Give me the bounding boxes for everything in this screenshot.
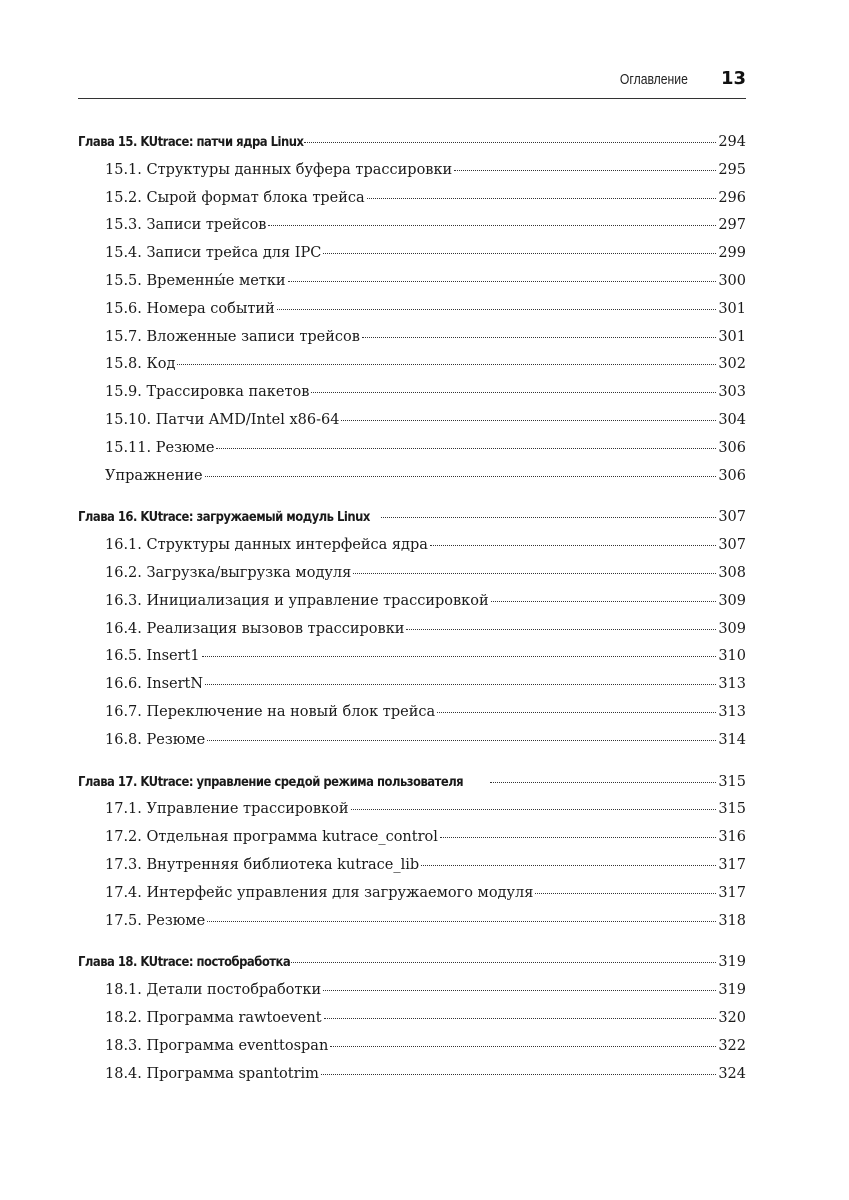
- dot-leader: [353, 573, 716, 574]
- toc-entry[interactable]: [78, 217, 746, 245]
- entry-page-number: 301: [718, 328, 746, 345]
- entry-title: 16.3. Инициализация и управление трассировкой: [105, 592, 489, 609]
- entry-title: 17.3. Внутренняя библиотека kutrace_lib: [105, 856, 420, 873]
- toc-entry[interactable]: [78, 565, 746, 593]
- entry-page-number: 322: [718, 1037, 746, 1054]
- entry-page-number: 301: [718, 300, 746, 317]
- toc-entry[interactable]: [78, 913, 746, 941]
- dot-leader: [216, 448, 716, 449]
- entry-page-number: 317: [718, 884, 746, 901]
- entry-page-number: 317: [718, 856, 746, 873]
- dot-leader: [437, 712, 716, 713]
- toc-chapter[interactable]: [78, 134, 746, 162]
- dot-leader: [351, 809, 717, 810]
- entry-page-number: 307: [718, 537, 746, 554]
- dot-leader: [202, 656, 717, 657]
- entry-title: 16.7. Переключение на новый блок трейса: [105, 703, 436, 720]
- entry-title: 15.11. Резюме: [105, 439, 215, 456]
- toc-entry[interactable]: [78, 162, 746, 190]
- section-gap: [78, 940, 746, 954]
- entry-page-number: 324: [718, 1065, 746, 1082]
- dot-leader: [177, 364, 716, 365]
- entry-page-number: 316: [718, 829, 746, 846]
- chapter-title: Глава 18. KUtrace: постобработка: [78, 954, 291, 971]
- toc-entry[interactable]: [78, 732, 746, 760]
- dot-leader: [205, 476, 717, 477]
- dot-leader: [268, 225, 716, 226]
- entry-title: 15.10. Патчи AMD/Intel x86-64: [105, 411, 340, 428]
- entry-page-number: 310: [718, 648, 746, 665]
- entry-title: 15.5. Временны́е метки: [105, 272, 286, 289]
- toc-entry[interactable]: [78, 468, 746, 496]
- entry-title: 15.4. Записи трейса для IPC: [105, 245, 322, 262]
- dot-leader: [324, 1018, 717, 1019]
- entry-title: Упражнение: [105, 467, 203, 484]
- entry-title: 16.5. Insert1: [105, 648, 200, 665]
- dot-leader: [304, 142, 716, 143]
- dot-leader: [311, 392, 716, 393]
- toc-chapter[interactable]: [78, 509, 746, 537]
- dot-leader: [321, 1074, 716, 1075]
- entry-page-number: 304: [718, 411, 746, 428]
- dot-leader: [367, 198, 717, 199]
- entry-title: 18.1. Детали постобработки: [105, 982, 322, 999]
- chapter-title: Глава 17. KUtrace: управление средой режима пользователя: [78, 773, 464, 790]
- toc-entry[interactable]: [78, 245, 746, 273]
- dot-leader: [207, 921, 716, 922]
- toc-entry[interactable]: [78, 885, 746, 913]
- dot-leader: [440, 837, 716, 838]
- toc-entry[interactable]: [78, 412, 746, 440]
- entry-page-number: 320: [718, 1009, 746, 1026]
- toc-entry[interactable]: [78, 621, 746, 649]
- entry-title: 17.4. Интерфейс управления для загружаемого модуля: [105, 884, 534, 901]
- entry-page-number: 306: [718, 467, 746, 484]
- toc-entry[interactable]: [78, 857, 746, 885]
- entry-title: 18.4. Программа spantotrim: [105, 1065, 319, 1082]
- page-number: 13: [720, 68, 746, 89]
- chapter-page-number: 294: [718, 134, 746, 150]
- entry-title: 17.5. Резюме: [105, 912, 206, 929]
- chapter-page-number: 319: [718, 954, 746, 971]
- toc-entry[interactable]: [78, 801, 746, 829]
- toc-entry[interactable]: [78, 301, 746, 329]
- dot-leader: [362, 337, 716, 338]
- entry-page-number: 309: [718, 592, 746, 609]
- page-header: [78, 66, 746, 99]
- entry-page-number: 315: [718, 801, 746, 818]
- toc-entry[interactable]: [78, 273, 746, 301]
- dot-leader: [323, 253, 716, 254]
- entry-page-number: 303: [718, 384, 746, 401]
- dot-leader: [330, 1046, 716, 1047]
- entry-page-number: 319: [718, 982, 746, 999]
- entry-title: 15.9. Трассировка пакетов: [105, 384, 310, 401]
- entry-title: 16.1. Структуры данных интерфейса ядра: [105, 537, 428, 554]
- dot-leader: [406, 629, 716, 630]
- dot-leader: [421, 865, 716, 866]
- dot-leader: [205, 684, 716, 685]
- toc-entry[interactable]: [78, 356, 746, 384]
- chapter-title: Глава 15. KUtrace: патчи ядра Linux: [78, 134, 304, 150]
- entry-title: 17.2. Отдельная программа kutrace_control: [105, 829, 438, 846]
- entry-title: 18.2. Программа rawtoevent: [105, 1009, 322, 1026]
- dot-leader: [430, 545, 716, 546]
- toc-entry[interactable]: [78, 384, 746, 412]
- running-head-title: Оглавление: [620, 72, 688, 88]
- dot-leader: [323, 990, 716, 991]
- entry-page-number: 295: [718, 161, 746, 178]
- dot-leader: [454, 170, 716, 171]
- entry-page-number: 302: [718, 356, 746, 373]
- chapter-page-number: 315: [718, 773, 746, 790]
- toc-entry[interactable]: [78, 676, 746, 704]
- entry-page-number: 309: [718, 620, 746, 637]
- dot-leader: [381, 517, 716, 518]
- toc-chapter[interactable]: [78, 954, 746, 982]
- dot-leader: [288, 281, 717, 282]
- dot-leader: [490, 782, 716, 783]
- toc-entry[interactable]: [78, 1010, 746, 1038]
- entry-title: 15.7. Вложенные записи трейсов: [105, 328, 360, 345]
- toc-entry[interactable]: [78, 537, 746, 565]
- toc-entry[interactable]: [78, 190, 746, 218]
- entry-title: 15.3. Записи трейсов: [105, 217, 267, 234]
- toc-entry[interactable]: [78, 593, 746, 621]
- entry-page-number: 314: [718, 731, 746, 748]
- entry-title: 15.8. Код: [105, 356, 176, 373]
- toc-entry[interactable]: [78, 829, 746, 857]
- dot-leader: [277, 309, 717, 310]
- dot-leader: [341, 420, 716, 421]
- toc-entry[interactable]: [78, 982, 746, 1010]
- chapter-page-number: 307: [718, 509, 746, 526]
- chapter-title: Глава 16. KUtrace: загружаемый модуль Linux: [78, 509, 370, 526]
- entry-title: 17.1. Управление трассировкой: [105, 801, 349, 818]
- toc-entry[interactable]: [78, 1066, 746, 1094]
- section-gap: [78, 495, 746, 509]
- entry-title: 18.3. Программа eventtospan: [105, 1037, 329, 1054]
- entry-title: 15.2. Сырой формат блока трейса: [105, 189, 365, 206]
- toc-entry[interactable]: [78, 329, 746, 357]
- dot-leader: [289, 962, 717, 963]
- entry-title: 16.6. InsertN: [105, 676, 204, 693]
- entry-page-number: 308: [718, 564, 746, 581]
- toc-entry[interactable]: [78, 1038, 746, 1066]
- toc-entry[interactable]: [78, 648, 746, 676]
- entry-page-number: 318: [718, 912, 746, 929]
- entry-page-number: 299: [718, 245, 746, 262]
- toc-entry[interactable]: [78, 440, 746, 468]
- entry-page-number: 300: [718, 272, 746, 289]
- entry-title: 15.1. Структуры данных буфера трассировки: [105, 161, 453, 178]
- entry-page-number: 296: [718, 189, 746, 206]
- entry-page-number: 313: [718, 676, 746, 693]
- entry-page-number: 297: [718, 217, 746, 234]
- dot-leader: [491, 601, 717, 602]
- entry-page-number: 313: [718, 703, 746, 720]
- entry-title: 16.8. Резюме: [105, 731, 206, 748]
- dot-leader: [535, 893, 716, 894]
- entry-title: 16.4. Реализация вызовов трассировки: [105, 620, 405, 637]
- dot-leader: [207, 740, 716, 741]
- table-of-contents: [78, 134, 746, 1093]
- toc-chapter[interactable]: [78, 774, 746, 802]
- entry-title: 16.2. Загрузка/выгрузка модуля: [105, 564, 352, 581]
- entry-title: 15.6. Номера событий: [105, 300, 275, 317]
- entry-page-number: 306: [718, 439, 746, 456]
- toc-entry[interactable]: [78, 704, 746, 732]
- section-gap: [78, 760, 746, 774]
